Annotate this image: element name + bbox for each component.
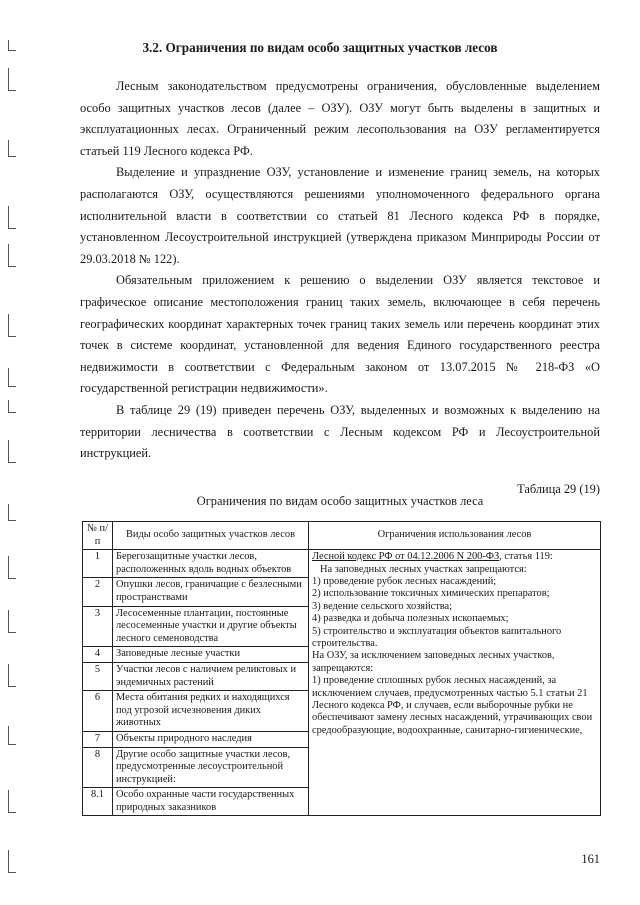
binding-mark [8,140,16,157]
row-kind: Лесосеменные плантации, постоянные лесосеменные участки и другие объекты лесного семеноводства [113,606,309,647]
restriction-line: На ОЗУ, за исключением заповедных лесных участков, запрещаются: [312,650,555,674]
row-num: 5 [83,662,113,690]
binding-mark [8,790,16,813]
binding-mark [8,850,16,873]
restriction-line: 4) разведка и добыча полезных ископаемых; [312,613,509,625]
binding-mark [8,68,16,91]
header-num: № п/п [83,522,113,550]
row-num: 6 [83,691,113,732]
row-num: 4 [83,647,113,663]
row-kind: Участки лесов с наличием реликтовых и эндемичных растений [113,662,309,690]
binding-mark [8,556,16,579]
row-num: 2 [83,578,113,606]
row-kind: Объекты природного наследия [113,731,309,747]
restrictions-table [82,521,601,816]
section-heading: 3.2. Ограничения по видам особо защитных участков лесов [142,40,498,55]
body-text [80,76,600,465]
row-kind: Места обитания редких и находящихся под угрозой исчезновения диких животных [113,691,309,732]
restriction-line: 2) использование токсичных химических препаратов; [312,588,550,600]
binding-mark [8,664,16,687]
binding-mark [8,726,16,745]
header-restrictions: Ограничения использования лесов [309,522,601,550]
row-num: 7 [83,731,113,747]
binding-mark [8,400,16,413]
row-num: 8.1 [83,788,113,816]
binding-mark [8,368,16,387]
binding-mark [8,206,16,229]
row-kind: Заповедные лесные участки [113,647,309,663]
binding-mark [8,610,16,633]
row-kind: Берегозащитные участки лесов, расположенных вдоль водных объектов [113,550,309,578]
row-num: 3 [83,606,113,647]
header-kind: Виды особо защитных участков лесов [113,522,309,550]
row-kind: Особо охранные части государственных природных заказников [113,788,309,816]
row-kind: Другие особо защитные участки лесов, предусмотренные лесоустроительной инструкцией: [113,747,309,788]
binding-mark [8,244,16,267]
table-row [83,550,601,578]
paragraph: В таблице 29 (19) приведен перечень ОЗУ, выделенных и возможных к выделению на территории лесничества в соответствии с Лесным кодексом РФ и Лесоустроительной инструкцией. [80,402,600,461]
law-reference [312,551,597,563]
table-caption: Таблица 29 (19) [517,482,600,496]
restriction-line: 1) проведение рубок лесных насаждений; [312,576,497,587]
law-article: , статья 119: [499,551,553,563]
binding-mark [8,440,16,463]
paragraph: Выделение и упразднение ОЗУ, установление и изменение границ земель, на которых располагаются ОЗУ, осуществляются решениями уполномоченного федерального органа исполнительной власти в соответствии со статьей 81 Лесного кодекса РФ в порядке, установленном Лесоустроительной инструкцией (утверждена приказом Минприроды России от 29.03.2018 № 122). [80,165,600,266]
row-num: 8 [83,747,113,788]
restriction-line: 5) строительство и эксплуатация объектов капитального строительства. [312,625,562,650]
paragraph: Лесным законодательством предусмотрены ограничения, обусловленные выделением особо защитных участков лесов (далее – ОЗУ). ОЗУ могут быть выделены в защитных и эксплуатационных лесах. Ограниченный режим лесопользования на ОЗУ регламентируется статьей 119 Лесного кодекса РФ. [80,79,600,158]
law-ref-link: Лесной кодекс РФ от 04.12.2006 N 200-ФЗ [312,551,500,563]
row-kind: Опушки лесов, граничащие с безлесными пространствами [113,578,309,606]
row-num: 1 [83,550,113,578]
restrictions-cell [309,550,601,816]
binding-mark [8,314,16,337]
restriction-line: 3) ведение сельского хозяйства; [312,600,453,612]
table-title: Ограничения по видам особо защитных участков леса [196,494,484,508]
binding-mark [8,504,16,521]
restriction-line: 1) проведение сплошных рубок лесных насаждений, за исключением случаев, предусмотренных частью 5.1 статьи 21 Лесного кодекса РФ, и случаев, если выборочные рубки не обеспечивают замену лесных насаждений, утрачивающих свои средообразующие, водоохранные, санитарно-гигиенические, [312,675,593,736]
page-number: 161 [581,852,600,866]
table-header-row [83,522,601,550]
paragraph: Обязательным приложением к решению о выделении ОЗУ является текстовое и графическое описание местоположения границ таких земель, включающее в себя перечень географических координат характерных точек границ таких земель или перечень координат этих точек в системе координат, установленной для ведения Единого государственного реестра недвижимости в соответствии с Федеральным законом от 13.07.2015 № 218-ФЗ «О государственной регистрации недвижимости». [80,273,600,396]
restriction-line: На заповедных лесных участках запрещаются: [320,563,527,575]
